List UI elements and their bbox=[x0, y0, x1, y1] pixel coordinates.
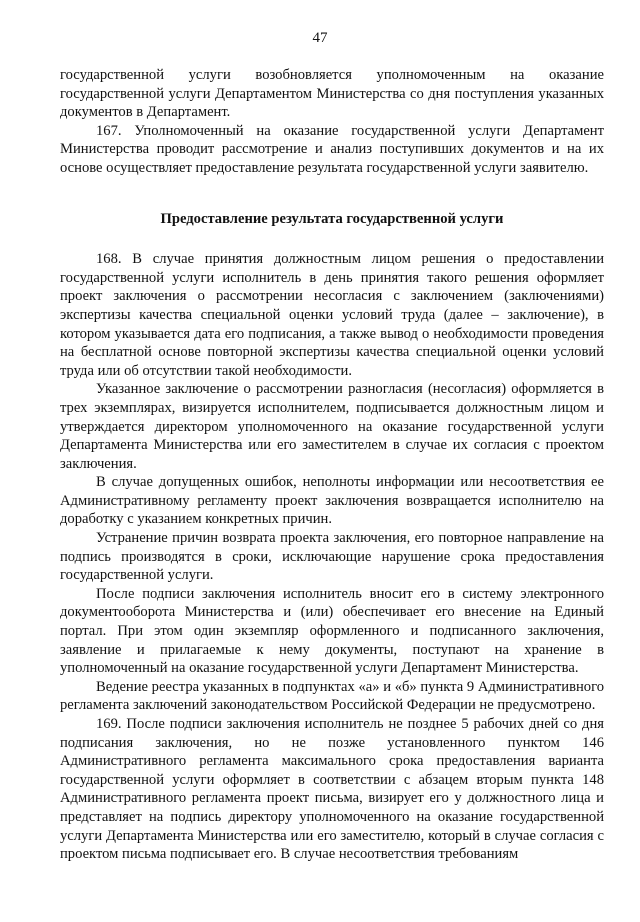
paragraph-errors: В случае допущенных ошибок, неполноты информации или несоответствия ее Административному регламенту проект заключения возвращается исполнителю на доработку с указанием конкретных причин. bbox=[60, 474, 604, 528]
paragraph-registry: Ведение реестра указанных в подпунктах «а» и «б» пункта 9 Административного регламента заключений законодательством Российской Федерации не предусмотрено. bbox=[60, 678, 604, 714]
paragraph-conclusion-formatting: Указанное заключение о рассмотрении разногласия (несогласия) оформляется в трех экземплярах, визируется исполнителем, подписывается должностным лицом и утверждается директором уполномоченного на оказание государственной услуги Департамента Министерства или его заместителем в случае их согласия с проектом заключения. bbox=[60, 381, 604, 472]
paragraph-after-signing: После подписи заключения исполнитель вносит его в систему электронного документооборота Министерства и (или) обеспечивает его внесение на Единый портал. При этом один экземпляр оформленного и подписанного заключения, заявление и прилагаемые к нему документы, поступают на хранение в уполномоченный на оказание государственной услуги Департамент Министерства. bbox=[60, 585, 604, 677]
paragraph-169: 169. После подписи заключения исполнитель не позднее 5 рабочих дней со дня подписания заключения, но не позже установленного пунктом 146 Административного регламента максимального срока предоставления варианта государственной услуги оформляет в соответствии с абзацем вторым пункта 148 Административного регламента проект письма, визирует его у должностного лица и представляет на подпись директору уполномоченного на оказание государственной услуги Департамента Министерства или его заместителю, который в случае согласия с проектом письма подписывает его. В случае несоответствия требованиям bbox=[60, 716, 604, 863]
paragraph-168: 168. В случае принятия должностным лицом решения о предоставлении государственной услуги исполнитель в день принятия такого решения оформляет проект заключения о рассмотрении несогласия с заключением (заключениями) экспертизы качества специальной оценки условий труда (далее – заключение), в котором указывается дата его подписания, а также вывод о необходимости проведения на бесплатной основе повторной экспертизы качества специальной оценки условий труда или об отсутствии такой необходимости. bbox=[60, 251, 604, 379]
document-body bbox=[60, 66, 604, 864]
page-number: 47 bbox=[312, 30, 328, 46]
paragraph-167: 167. Уполномоченный на оказание государственной услуги Департамент Министерства проводит рассмотрение и анализ поступивших документов и на их основе осуществляет предоставление результата государственной услуги заявителю. bbox=[60, 122, 604, 176]
paragraph-continuation: государственной услуги возобновляется уполномоченным на оказание государственной услуги Департаментом Министерства со дня поступления указанных документов в Департамент. bbox=[60, 67, 604, 121]
paragraph-return-elimination: Устранение причин возврата проекта заключения, его повторное направление на подпись производятся в сроки, исключающие нарушение срока предоставления государственной услуги. bbox=[60, 530, 604, 584]
section-heading: Предоставление результата государственной услуги bbox=[160, 210, 504, 227]
